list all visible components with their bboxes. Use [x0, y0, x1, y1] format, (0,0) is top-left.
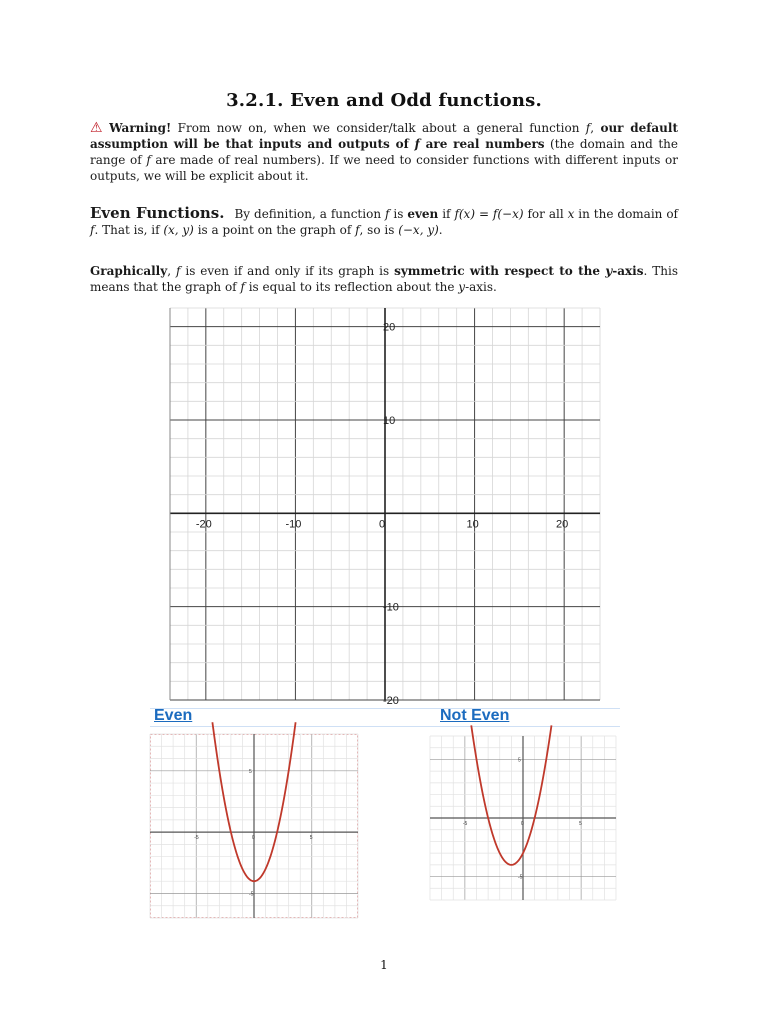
math-expr: f(x) = f(−x): [454, 207, 524, 221]
even-functions-heading: Even Functions.: [90, 204, 225, 222]
warning-triangle-icon: ⚠: [90, 120, 106, 136]
tick-labels: [196, 322, 568, 707]
x-tick-label: 20: [556, 518, 569, 531]
graph-bold: -axis: [612, 264, 644, 278]
x-tick-label: -20: [195, 518, 212, 531]
graph-bold: symmetric with respect to the: [394, 264, 606, 278]
even-label: Even: [154, 707, 193, 724]
y-tick-label: 20: [383, 321, 396, 334]
x-tick-label: -10: [285, 518, 302, 531]
tick-label: 5: [309, 835, 313, 842]
warning-text: From now on, when we consider/talk about a general function: [171, 121, 586, 135]
graph-text: is equal to its reflection about the: [244, 280, 459, 294]
graph-text: -axis.: [465, 280, 497, 294]
ruled-line: [150, 726, 620, 727]
warning-bold: are real numbers: [419, 137, 545, 151]
math-expr: (x, y): [163, 223, 194, 237]
math-f: f: [414, 137, 420, 151]
def-text: in the domain of: [574, 207, 678, 221]
math-f: f: [355, 223, 360, 237]
math-f: f: [240, 280, 245, 294]
warning-bold: our default assumption will be that inputs and outputs of: [90, 121, 678, 151]
def-text: is a point on the graph of: [193, 223, 356, 237]
graph-text: ,: [167, 264, 176, 278]
def-text: is: [389, 207, 408, 221]
x-tick-label: 10: [466, 518, 479, 531]
math-f: f: [90, 223, 95, 237]
math-f: f: [384, 207, 390, 221]
ruled-line: [150, 708, 620, 709]
not-even-function-graph: [430, 736, 616, 900]
math-expr: x: [567, 207, 575, 221]
grid-lines: [150, 734, 358, 918]
warning-paragraph: [90, 120, 678, 184]
warning-label: Warning!: [109, 121, 172, 135]
warning-text: are made of real numbers). If we need to consider functions with different inputs or outputs, we will be explicit about it.: [90, 153, 678, 183]
tick-label: -5: [249, 891, 254, 898]
grid-lines: [170, 308, 600, 700]
graphically-paragraph: [90, 263, 678, 295]
tick-label: 0: [521, 821, 524, 827]
x-tick-label: 0: [378, 518, 386, 531]
warning-text: (the domain and the range of: [90, 137, 678, 167]
tick-label: -5: [462, 821, 468, 827]
warning-text: ,: [590, 121, 601, 135]
tick-label: 5: [249, 768, 252, 775]
page-number: 1: [380, 958, 388, 972]
math-y: y: [605, 264, 613, 278]
even-function-graph: [150, 734, 358, 918]
grid-lines: [430, 736, 616, 900]
tick-label: 0: [252, 835, 255, 842]
not-even-label: Not Even: [440, 707, 510, 724]
def-text: .: [438, 223, 443, 237]
y-tick-label: -20: [383, 695, 399, 707]
def-text: for all: [523, 207, 568, 221]
tick-label: 5: [579, 821, 582, 827]
graph-bold: Graphically: [90, 264, 168, 278]
page-title: 3.2.1. Even and Odd functions.: [226, 90, 542, 111]
y-tick-label: 10: [383, 415, 396, 427]
tick-label: -5: [194, 835, 199, 842]
math-f: f: [146, 153, 151, 167]
def-text: By definition, a function: [234, 207, 385, 221]
def-text: , so is: [359, 223, 399, 237]
even-definition: [90, 205, 678, 238]
def-text: . That is, if: [94, 223, 164, 237]
tick-label: 5: [518, 757, 521, 764]
math-f: f: [585, 121, 591, 135]
graph-text: . This means that the graph of: [90, 264, 678, 294]
coordinate-grid: [170, 308, 600, 707]
tick-label: -5: [518, 874, 523, 881]
graph-text: is even if and only if its graph is: [180, 264, 395, 278]
def-bold: even: [407, 207, 439, 221]
math-y: y: [458, 280, 466, 294]
y-tick-label: -10: [383, 601, 399, 614]
def-text: if: [438, 207, 455, 221]
math-f: f: [175, 264, 181, 278]
math-expr: (−x, y): [398, 223, 439, 237]
